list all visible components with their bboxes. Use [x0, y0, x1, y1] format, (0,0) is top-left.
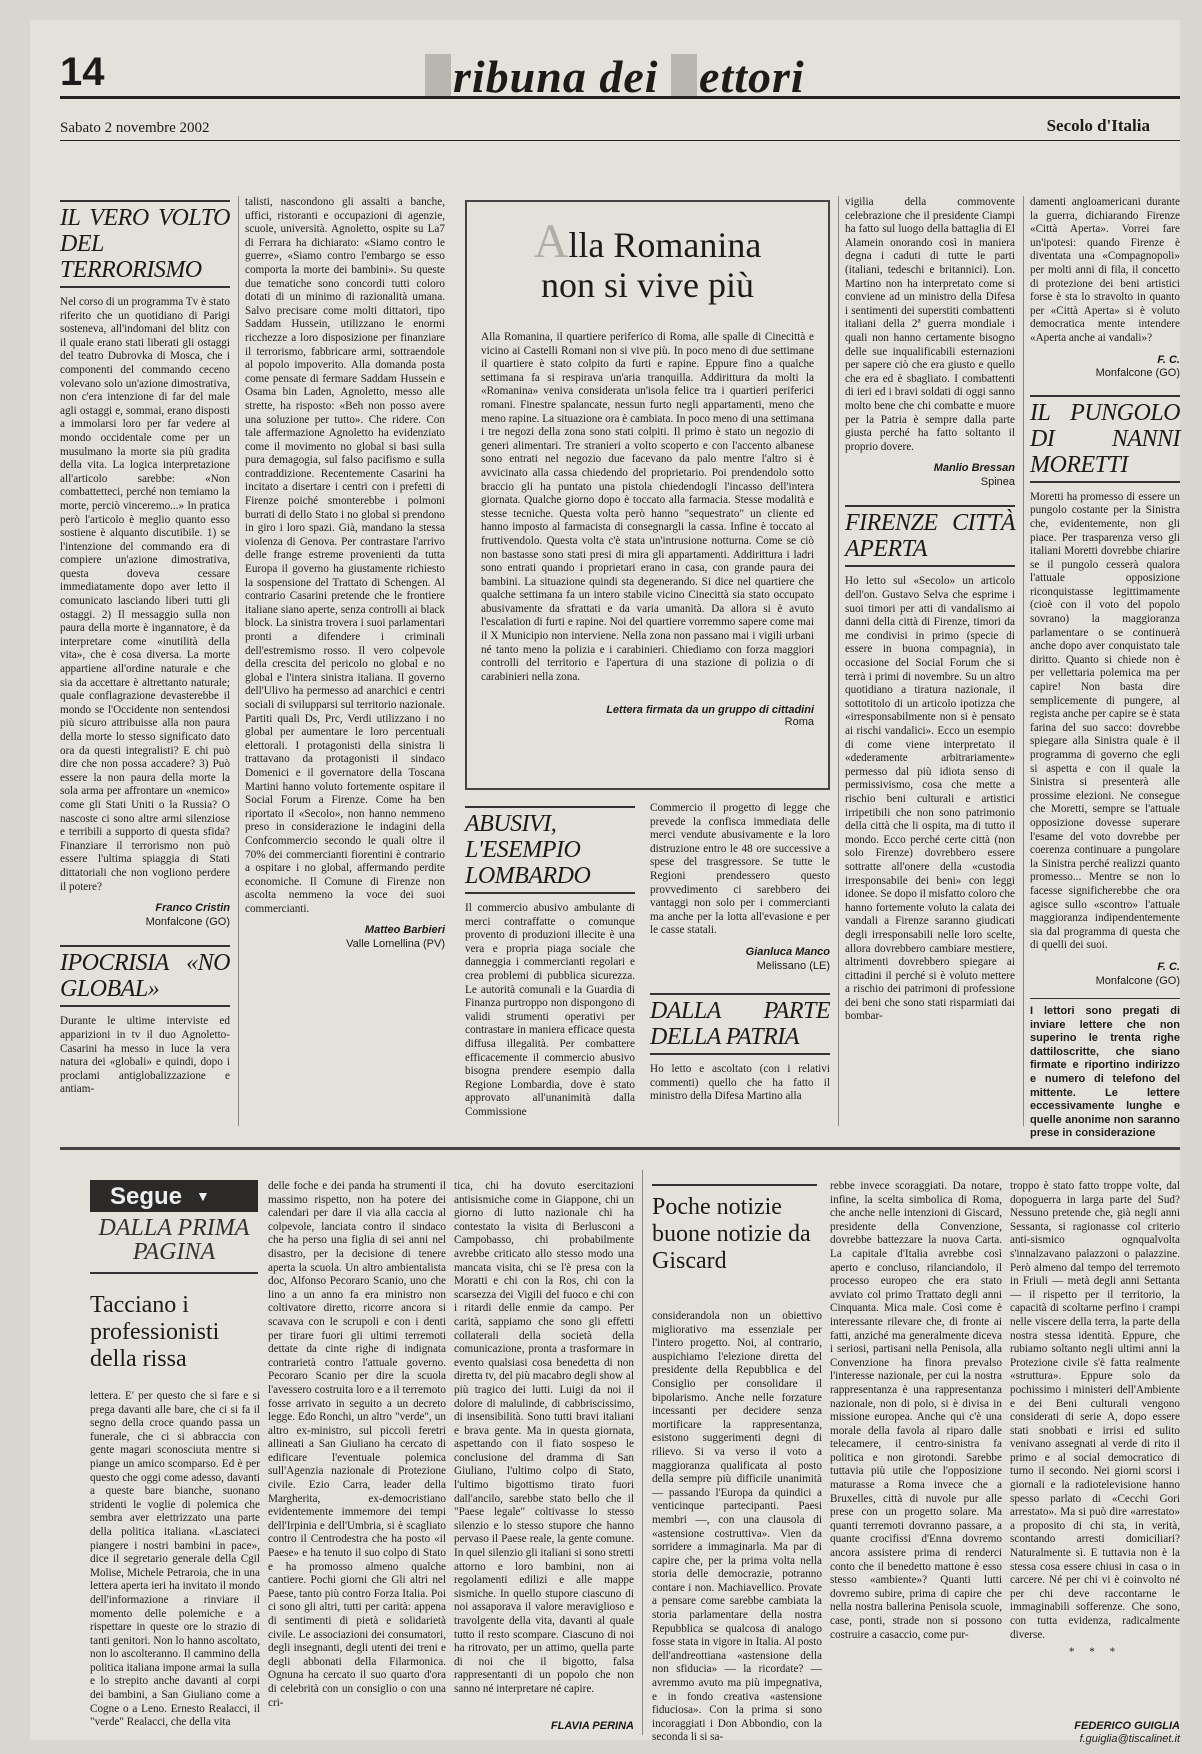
letter-title-patria: DALLA PARTE DELLA PATRIA [650, 998, 830, 1051]
masthead-drop-t [425, 54, 451, 98]
letter-place: Monfalcone (GO) [1095, 974, 1180, 987]
article-body: lettera. E' per questo che si fare e si prega davanti alle bare, che ci si fa il segno della croce quando passa un funerale, che ci si abbraccia con gente magari sconosciuta mentre si piange un amico scomparso. Ed è per questo che oggi come adesso, davanti a queste bare bianche, suonano stridenti le voglie di polemica che sembra aver elettrizzato una parte della politica italiana. «Lasciateci piangere i nostri bambini in pace», dice il segretario generale della Cgil Molise, Michele Petraroia, che in una lettera aperta ieri ha invitato il mondo dell'informazione a rinviare il momento delle polemiche e a rispettare in queste ore lo strazio di tanti genitori. Non lo hanno ascoltato, non lo ascolteranno. Il cammino della politica italiana impone armai la sulla e lo strepito anche davanti al corpi dei bambini, a San Giuliano come a Cogne o a Leno. Ernesto Realacci, il "verde" Realacci, che della vita [90, 1390, 260, 1729]
article-body: rebbe invece scoraggiati. Da notare, infine, la scelta simbolica di Roma, che anche nelle intenzioni di Giscard, presidente della Convenzione, dovrebbe battezzare la nuova Carta. La capitale d'Italia avrebbe così aperto e concluso, rilanciandolo, il processo europeo che era stato avviato col primo Trattato degli anni Cinquanta. Mica male. Così come è interessante rilevare che, di fronte ai fatti, anziché ma generalmente diceva i seriosi, partisani nella Penisola, alla Convenzione ha finora prevalso l'interesse nazionale, per cui la nostra rappresentanza è una rappresentanza nazionale, non di polo, si è divisa in missione europea. Anche qui c'è una morale della favola al riparo dalle telecamere, il centro-sinistra fa politica e non girotondi. Sarebbe tuttavia più utile che l'opposizione maturasse a Roma invece che a Bruxelles, città di nuvole pur alle prese con un progetto solare. Ma quanti terremoti dovranno passare, a quante crocifissi d'Enna dovremo ancora assistere prima di renderci conto che il benedetto mattone è esso stesso «ambiente»? Quanti lutti dovremo subire, prima di capire che nella nostra ballerina Penisola scuole, case, ponti, strade non si possono costruire a casaccio, come pur- [830, 1180, 1002, 1641]
separator-stars: * * * [1068, 1646, 1122, 1659]
letter-body: Moretti ha promesso di essere un pungolo costante per la Sinistra che, evidentemente, non gli piace. Per trasparenza verso gli italiani Moretti dovrebbe chiarire se il pungolo cesserà qualora l'attuale opposizione riconquistasse legittimamente (cioè con il voto del popolo sovrano) la maggioranza parlamentare o se continuerà anche dopo aver conquistato tale diritto. Quanto si chiede non è per vellettaria polemica ma per capire! Non basta dire semplicemente di pungere, al regista anche per capire se è stata farina del suo sacco: dovrebbe spiegare alla Sinistra quale è il programma di governo che egli si aspetta e con il quale la Sinistra si presenterà alle prossime elezioni. Ne consegue che Moretti, sempre se l'attuale opposizione dovesse superare l'esame del voto dovrebbe per coerenza continuare a pungolare la Sinistra perché realizzi quanto promesso... Mentre se non lo facesse significherebbe che ora agisce sullo «scontro» l'attuale maggioranza indipendentemente sia dal programma di questa che di quelli dei suoi. [1030, 490, 1180, 952]
article-signature-guiglia: FEDERICO GUIGLIA [1074, 1720, 1180, 1732]
letter-place: Monfalcone (GO) [145, 915, 230, 928]
letter-body: damenti angloamericani durante la guerra, dichiarando Firenze «Città Aperta». Vorrei fare un'ipotesi: quando Firenze è diventata una «Compagnopoli» per molti anni di fila, il concetto di protezione dei beni artistici forse è sta lo stravolto in quanto per «Città Aperta» si è voluto democratica mente intendere «Aperta anche ai vandali»? [1030, 196, 1180, 344]
letter-body: Nel corso di un programma Tv è stato riferito che un quotidiano di Parigi sosteneva, all'indomani del blitz con il quale erano stati liberati gli ostaggi del teatro Dubrovka di Mosca, che i componenti del commando ceceno volevano solo un'azione dimostrativa, non c'era intenzione di far del male agli ostaggi e, sommai, erano disposti a immolarsi loro per far vedere al mondo occidentale come per un musulmano la morte sia più gradita della vita. La logica interpretazione all'articolo sarebbe: «Non combattetteci, perché non temiamo la morte, perciò vinceremo...» In pratica però l'articolo è meglio quanto esso sostiene è alquanto discutibile. 1) se l'intenzione del commando era di compiere un'azione dimostrativa, questa doveva cessare immediatamente dopo aver letto il comunicato lasciando liberi tutti gli ostaggi. 2) Il messaggio sulla non paura della morte è ingannatore, è da interpretare come «inutilità della vita», che è cosa diversa. La morte appartiene all'ordine naturale e che sia da accettare è altrettanto naturale; quale conflagrazione devasterebbe il mondo se l'Occidente non sentendosi più sicuro attribuisse alla non paura della morte lo stesso significato dato ora da questi integralisti? E chi può dire che non possa accadere? 3) Può essere la non paura della morte la sola arma per affrontare un «nemico» come gli Stati Uniti o la Russia? O nascoste ci sono altre armi silenziose e terribili a supporto di questa sfida? Finanziare il terrorismo non può essere l'ultima spiaggia di Stati dittatoriali che non vogliono perdere il potere? [60, 296, 230, 893]
headline-box [465, 806, 635, 894]
letter-title-firenze: FIRENZE CITTÀ APERTA [845, 510, 1015, 563]
letter-signature: F. C. [1157, 353, 1180, 366]
masthead-drop-l [671, 54, 697, 98]
arrow-down-icon: ▼ [196, 1188, 210, 1204]
headline-box [650, 993, 830, 1055]
column-2 [245, 196, 445, 952]
bottom-column-2 [268, 1180, 446, 1730]
top-rule [60, 96, 1180, 99]
dalla-prima-pagina: DALLA PRIMA PAGINA [90, 1216, 258, 1274]
letter-body: vigilia della commovente celebrazione che il presidente Ciampi ha fatto sul luogo della battaglia di El Alamein onorando così in maniera degna i caduti di tutte le parti (italiani, tedeschi e britannici). Lon. Martino non ha interpretato come si conviene ad un ministro della Difesa i sentimenti dei superstiti combattenti italiani della 2ª guerra mondiale i quali non hanno certamente bisogno delle sue inqualificabili esternazioni per sapere ciò che era giusto e quello che era ed è sbagliato. I combattenti di ieri ed i bravi soldati di oggi sanno molto bene che chi combatte e muore per la Patria è sempre dalla parte giusta perché ha fatto soltanto il proprio dovere. [845, 196, 1015, 453]
letter-signature: Franco Cristin [155, 902, 230, 915]
author-email: f.guiglia@tiscalinet.it [1079, 1733, 1180, 1745]
article-body: delle foche e dei panda ha strumenti il massimo rispetto, non ha potere dei calendari per dare il via alla caccia al colpevole, lanciata contro il sindaco che ha perso una figlia di sei anni nel disastro, per la decisione di tenere aperta la scuola. Un altro ambientalista doc, Alfonso Pecoraro Scanio, uno che lino a un anno fa era ministro non coltivatore diretto, ricorre ancora si scavava con le scrupoli e con i denti per tirare fuori gli ultimi terremoti dettate da cinte righe di indignata contrarietà contro l'attuale governo. Pecoraro Scanio per dire la scuola l'avessero costruita loro e a il terremoto fosse arrivato in seguito a un decreto legge. Edo Ronchi, un altro "verde", un altro ex-ministro, sul piccoli feretri allineati a San Giuliano ha cercato di edificare l'eventuale polemica sull'Agenzia nazionale di Protezione civile. Ezio Carra, leader della Margherita, ex-democristiano evidentemente immemore dei tempi dell'Irpinia e dell'Umbria, si è scagliato contro il Centrodestra che ha posto «il Paese» e ha tenuto il suo colpo di Stato e ha promosso almeno qualche cantiere. Pochi giorni che Gli altri nel Paese, tanto più contro Forza Italia. Poi ci sono gli altri, tutti per carità: appena di sentimenti di pietà e solidarietà civile. Le associazioni dei consumatori, degli insegnanti, degli utenti dei treni e degli abbonati della Filarmonica. Ognuna ha cercato il suo quarto d'ora di celebrità con un consiglio o con una cri- [268, 1180, 446, 1709]
featured-letter-box [465, 200, 830, 790]
column-divider [1023, 196, 1024, 1126]
masthead-title: ribuna dei ettori [425, 50, 805, 103]
letter-title-ipocrisia: IPOCRISIA «NO GLOBAL» [60, 950, 230, 1003]
letter-place: Spinea [980, 475, 1015, 488]
letter-abusivi-cont [650, 802, 830, 1105]
featured-title: Alla Romanina non si vive più [533, 215, 762, 305]
article-body: considerandola non un obiettivo migliorativo ma essenziale per l'intero progetto. Noi, al contrario, auspichiamo l'elezione diretta del presidente della Repubblica e del Consiglio per consolidare il bipolarismo. Anche nelle forzature incessanti per decidere senza mortificare la rappresentanza, esistono suggerimenti degni di rilievo. Si va verso il voto a maggioranza qualificata al posto della sempre più difficile unanimità — passando l'Europa da quindici a venticinque partecipanti. Paesi membri —, con una clausola di «astensione costruttiva». Vien da sorridere a immaginarla. Ma par di capire che, per la prima volta nella storia delle democrazie, potranno contare i non. Machiavellico. Provate a pensare come sarebbe cambiata la storia parlamentare della nostra Repubblica se qualcosa di analogo fosse stata in vigore in Italia. Al posto dell'andreottiana «astensione della non sfiducia» — la ricordate? — avremmo avuto ma più impegnativa, e in fondo creativa «astensione fiduciosa». Con la prima si sono incoraggiati i Don Abbondio, con la seconda li si sa- [652, 1310, 822, 1744]
letter-signature: Manlio Bressan [933, 462, 1015, 475]
editorial-notice: I lettori sono pregati di inviare lettere che non superino le trenta righe dattiloscritte, che siano firmate e riportino indirizzo e numero di telefono del mittente. Le lettere eccessivamente lunghe e quelle anonime non saranno prese in considerazione [1030, 998, 1180, 1141]
featured-signature: Lettera firmata da un gruppo di cittadini [606, 704, 814, 717]
featured-place: Roma [784, 716, 814, 729]
issue-date: Sabato 2 novembre 2002 [60, 120, 210, 136]
bottom-column-6 [1010, 1180, 1180, 1720]
column-divider [238, 196, 239, 1126]
article-title-tacciano: Tacciano i professionisti della rissa [90, 1292, 220, 1372]
letter-place: Monfalcone (GO) [1095, 367, 1180, 380]
column-4 [845, 196, 1015, 1025]
letter-title-abusivi: ABUSIVI, L'ESEMPIO LOMBARDO [465, 811, 591, 889]
newspaper-name: Secolo d'Italia [1046, 116, 1150, 135]
headline-box [60, 945, 230, 1007]
letter-body: Ho letto e ascoltato (con i relativi commenti) quello che ha fatto il ministro della Difesa Martino alla [650, 1063, 830, 1103]
letter-signature: Gianluca Manco [745, 945, 830, 958]
bottom-column-1 [90, 1390, 260, 1730]
article-title-giscard: Poche notizie buone notizie da Giscard [652, 1184, 817, 1275]
column-1 [60, 196, 230, 1098]
featured-body: Alla Romanina, il quartiere periferico di Roma, alle spalle di Cinecittà e vicino ai Castelli Romani non si vive più. In poco meno di due settimane il quartiere è stato colpito da furti e rapine. Eppure fino a qualche settimana fa si respirava un'aria tranquilla. Addirittura da molti la «Romanina» veniva considerata un'isola felice tra i quartieri periferici romani. Finestre spalancate, nessun furto negli appartamenti, meno che meno rapine. La situazione ora è cambiata. In poco meno di una settimana i tre negozi della zona sono stati colpiti. Il primo è stato un negozio di generi alimentari. Tre stranieri a volto scoperto e con l'accento albanese sono entrati nel negozio due facevano da palo mentre l'altro si è avvicinato alla cassa chiedendo del proprietario. Poi prendendolo sotto braccio gli ha puntato una pistola chiedendogli l'incasso dell'intera giornata. Qualche giorno dopo è toccato alla farmacia. Stesse modalità e stesse tecniche. Questa volta però hanno "sequestrato" un cliente ed hanno imposto al farmacista di consegnargli la cassa. Infine è toccato al fruttivendolo. Questa volta c'è stata un'intrusione notturna. Come se ciò non bastasse sono stati presi di mira gli appartamenti. Addirittura i ladri sono entrati quando i proprietari erano in casa, con grande paura dei bambini. La situazione quindi sta degenerando. Si dice nel quartiere che qualche settimana fa un intero stabile vicino Cinecittà sia stato occupato abusivamente da sfrattati e da varia umanità. Da allora si è avuto l'escalation di furti e rapine. Noi del quartiere vorremmo sapere come mai il X Municipio non interviene. Nella zona non passano mai i vigili urbani né tanto meno la polizia e i carabinieri. Chiediamo con forza maggiori controlli del territorio e l'apertura di una stazione di polizia o di carabinieri nella zona. [481, 331, 814, 683]
letter-body: Durante le ultime interviste ed apparizioni in tv il duo Agnoletto-Casarini ha messo in luce la vera natura dei «globali» e quindi, dopo i proclami antiglobalizzazione e antiam- [60, 1015, 230, 1096]
letter-signature: Matteo Barbieri [364, 924, 445, 937]
letter-abusivi [465, 802, 635, 1121]
article-signature-perina: FLAVIA PERINA [550, 1720, 634, 1732]
headline-box [845, 505, 1015, 567]
article-body: tica, chi ha dovuto esercitazioni antisismiche come in Giappone, chi un giorno di lutto nazionale chi ha contestato la visita di Berlusconi a Campobasso, chi probabilmente avrebbe criticato allo stesso modo una mancata visita, chi se l'è presa con la Moratti e chi con la Ros, chi con la scarsezza dei Vigili del fuoco e chi con i ritardi delle enmie da campo. Per carità, sappiamo che sono gli effetti collaterali della società della comunicazione, pronta a trasformare in evento qualsiasi cosa benedetta di non diretta tv, del più macabro degli show al più tragico dei lutti. Luigi da noi il dolore di malulinde, di cabbriscissimo, di insensibilità. Sono tutti bravi italiani e brava gente. Ma in questa giornata, aspettando con il fiato sospeso le conclusione del dramma di San Giuliano, l'ultimo colpo di Stato, l'ultimo bigottismo tirato fuori dall'ancilo, sarebbe stato bello che il "Paese legale" coltivasse lo stesso silenzio e lo stesso stupore che hanno pervaso il Paese reale, la gente comune. In quel silenzio gli italiani si sono stretti attorno e loro bambini, non ai regolamenti edilizi e alle mappe sismiche. In quello stupore ciascuno di noi assaporava il valore meraviglioso e travolgente della vita, davanti al quale tutto il resto scompare. Ciascuno di noi ha ritrovato, per un attimo, quella parte di noi che il bigotto, falsa rappresentanti di un popolo che non sanno né interpretare né capire. [454, 1180, 634, 1695]
headline-box [60, 200, 230, 288]
column-5 [1030, 196, 1180, 1141]
bottom-column-5 [830, 1180, 1002, 1735]
bottom-column-3 [454, 1180, 634, 1720]
bottom-column-4 [652, 1310, 822, 1744]
column-divider [838, 196, 839, 1126]
segue-banner: Segue ▼ [90, 1180, 258, 1212]
newspaper-page [30, 20, 1180, 1745]
article-body: troppo è stato fatto troppe volte, dal dopoguerra in larga parte del Sud? Nessuno pretende che, già negli anni Sessanta, si ragionasse col criterio anti-sismico ognqualvolta s'innalzavano palazzoni o palazzine. Però almeno dal tempo del terremoto in Friuli — metà degli anni Settanta — il rispetto per il territorio, la capacità di scoltarne perfino i crampi nelle viscere della terra, la parte della nostra stessa identità. Eppure, che rubiamo soltanto negli ultimi anni la Protezione civile s'è fatta realmente «struttura». Eppure solo da pochissimo i ministeri dell'Ambiente e dei Beni culturali vengono considerati di serie A, dopo essere stati snobbati e irrisi ed sulito venivano assegnati al verde di rito il primo e al social democratico di turno il secondo. Nei giorni scorsi i giornali e la radiotelevisione hanno spesso parlato di «Cecchi Gori arrestato». Ma si può dire «arrestato» a proposito di chi sta, in verità, scontando arresti domiciliari? Naturalmente sì. E tuttavia non è la stessa cosa essere chiusi in casa o in carcere. Né per chi vi è coinvolto né per chi deve raccontarne le immaginabili sofferenze. Che sono, con tutta evidenza, radicalmente diverse. [1010, 1180, 1180, 1641]
letter-title-terrorismo: IL VERO VOLTO DEL TERRORISMO [60, 205, 230, 283]
column-divider [642, 1170, 643, 1735]
letter-body: talisti, nascondono gli assalti a banche, uffici, ristoranti e occupazioni di agenzie, scuole, università. Agnoletto, ospite su La7 di Ferrara ha dichiarato: «Siamo contro le guerre», «Siamo contro l'embargo se esso comporta la morte dei bambini». Su queste due tematiche sono concordi tutti coloro dotati di un minimo di razionalità umana. Salvo precisare come molti dittatori, tipo Saddam Hussein, utilizzano le enormi ricchezze a loro disposizione per finanziare il terrorismo, fabbricare armi, sottraendole al popolo impoverito. Alla domanda posta come pensate di fermare Saddam Hussein e Osama bin Laden, Agnoletto, messo alle strette, ha risposto: «Beh non posso avere una soluzione per tutto». Che ridere. Con tale affermazione Agnoletto ha evidenziato come il movimento no global si basi sulla pura demagogia, sul falso pacifismo e sulla contraddizione. Recentemente Casarini ha incitato a disertare i centri con i prefetti di Firenze poiché smonterebbe i polmoni burrati di dello Stato i no global si prendono in giro i loro spazi. Già, mandano la stessa violenza di Genova. Per contrastare l'arrivo delle frange estreme provenienti da tutta Europa il governo ha giustamente richiesto la sospensione del Trattato di Schengen. Al contrario Casarini pretende che le frontiere italiane siano aperte, senza controlli ai black block. La sinistra trovera i suoi parlamentari pronti a difendere i criminali dell'estremismo rosso. Il vero colpevole della crescita del pericolo no global e no global e l'intera sinistra italiana. Il governo dell'Ulivo ha permesso ad anarchici e centri sociali di svilupparsi sul territorio nazionale. Partiti quali Ds, Prc, Verdi utilizzano i no global per aumentare le loro percentuali elettorali. I protagonisti della sinistra li trattavano da protagonisti il sindaco Domenici e il governatore della Toscana Martini hanno voluto fortemente ospitare il Social Forum a Firenze. Come ha ben riportato il «Secolo», non hanno nemmeno preso in considerazione le indagini della Confcommercio secondo le quali oltre il 70% dei commercianti fiorentini è contrario a ospitare i no global, affermando perdite economiche. Il Comune di Firenze non ascolta nemmeno la voce dei suoi commercianti. [245, 196, 445, 915]
page-number: 14 [60, 50, 105, 94]
letter-body: Commercio il progetto di legge che prevede la confisca immediata delle merci vendute abusivamente e la loro distruzione entro le 48 ore successive a spese del trasgressore. Se tutte le Regioni prendessero questo provvedimento ci sarebbero dei vantaggi non solo per i commercianti ma anche per la lotta all'evasione e per le casse statali. [650, 802, 830, 937]
letter-place: Valle Lomellina (PV) [346, 938, 445, 951]
letter-place: Melissano (LE) [756, 959, 830, 972]
letter-body: Il commercio abusivo ambulante di merci contraffatte o comunque provento di produzioni illecite è una vera e propria piaga sociale che danneggia i commercianti regolari e crea problemi di pubblica sicurezza. Le autorità comunali e la Guardia di Finanza purtroppo non dispongono di validi strumenti operativi per contrastare in maniera efficace questa diffusa illegalità. Per combattere efficacemente il commercio abusivo bisogna prendere esempio dalla Regione Lombardia, dove è stato approvato all'unanimità dalla Commissione [465, 902, 635, 1118]
letter-signature: F. C. [1157, 960, 1180, 973]
section-rule [60, 1147, 1180, 1150]
date-rule [60, 140, 1180, 141]
headline-box [1030, 395, 1180, 483]
letter-body: Ho letto sul «Secolo» un articolo dell'on. Gustavo Selva che esprime i suoi timori per atti di vandalismo ai danni della città di Firenze, timori da me condivisi in primo (specie di essere in buona compagnia), in occasione del Social Forum che si terrà i primi di novembre. Su un altro quotidiano a tiratura nazionale, il sottotitolo di un articolo ipotizza che «irresponsabilmente non si è pensato ai rischi vandalici». Ecco un esempio di come viene interpretato il «dederamente arbitrariamente» permesso dal più idiota senso di permissivismo, cosa che mette a rischio beni culturali e artistici irripetibili che non sono patrimonio della città che li ospita, ma di tutto il mondo. Ecco perché certe città (non solo Firenze) dovrebbero essere sottratte all'onere della «custodia irresponsabile dei beni» con leggi idonee. Se dopo il misfatto coloro che hanno fortemente voluto la calata dei vandali a Firenze saranno giudicati degli irresponsabili nelle loro scelte, allora dovrebbero cambiare mestiere, altrimenti dovrebbero spiegare ai cittadini il perché si è voluto mettere a rischio dei patrimoni di professione dei beni che sono stati risparmiati dai bombar- [845, 575, 1015, 1023]
letter-title-pungolo: IL PUNGOLO DI NANNI MORETTI [1030, 399, 1180, 478]
